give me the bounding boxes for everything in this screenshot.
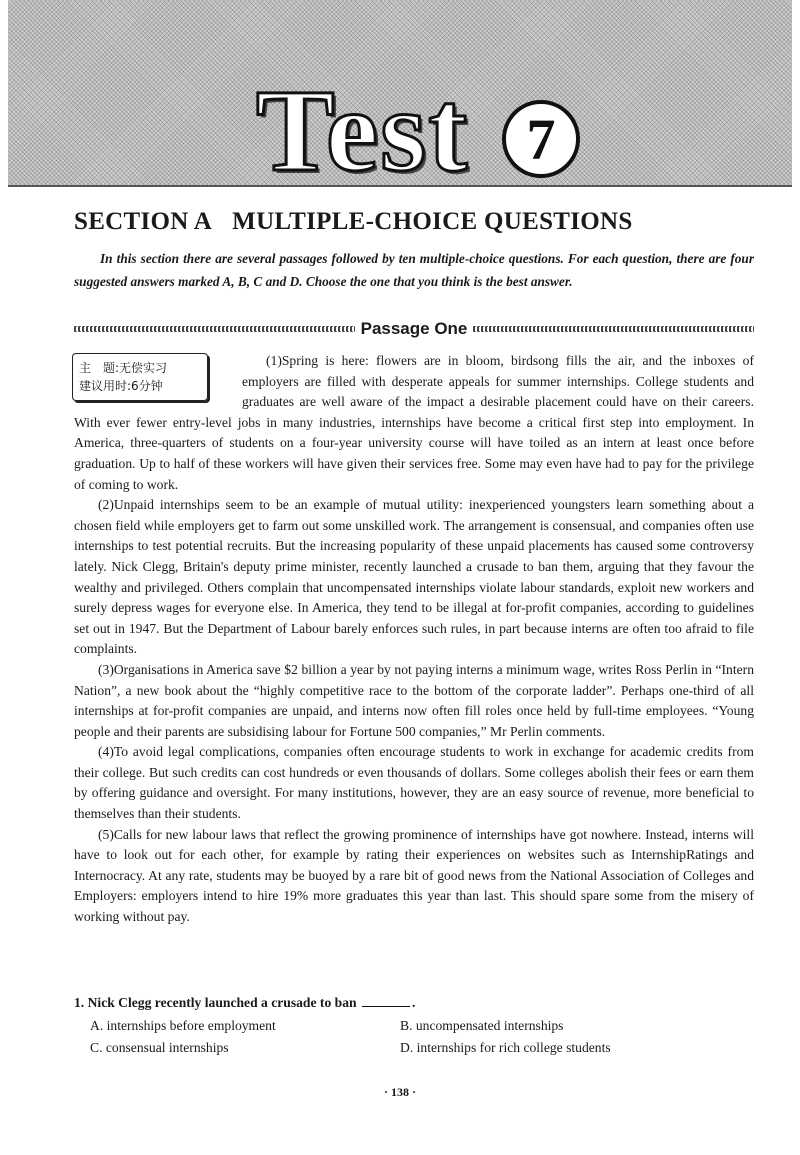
topic-line: 主 题:无偿实习 [79, 361, 168, 375]
passage-body [74, 351, 754, 928]
section-instructions: In this section there are several passages followed by ten multiple-choice questions. For each question, there are four suggested answers marked A, B, C and D. Choose the one that you think is the best answer. [74, 251, 754, 289]
test-title: Test [256, 65, 470, 196]
section-title [74, 208, 633, 236]
section-label: SECTION A [74, 208, 213, 235]
question-1 [74, 995, 754, 1058]
header-banner [8, 0, 792, 196]
time-line: 建议用时:6分钟 [79, 379, 163, 393]
question-end: . [411, 995, 416, 1010]
question-stem [74, 995, 754, 1016]
question-text: 1. Nick Clegg recently launched a crusade to ban [74, 995, 357, 1010]
section-name: MULTIPLE-CHOICE QUESTIONS [232, 208, 633, 235]
paragraph-3: (3)Organisations in America save $2 billion a year by not paying interns a minimum wage, writes Ross Perlin in “Intern Nation”, a new book about the “highly competitive race to the bottom of the corporate ladder”. Perhaps one-third of all internships at for-profit companies are unpaid, and interns now often fill roles once held by full-time employees. “Young people and their parents are subsidising labour for Fortune 500 companies,” Mr Perlin comments. [74, 661, 754, 739]
answer-blank [362, 1006, 410, 1007]
decorative-rule-right [473, 326, 754, 332]
page-number: · 138 · [383, 1085, 416, 1099]
option-d: D. internships for rich college students [400, 1040, 611, 1055]
passage-heading [74, 318, 754, 340]
answer-options [74, 1016, 754, 1058]
paragraph-4: (4)To avoid legal complications, companies often encourage students to work in exchange for academic credits from their college. But such credits can cost hundreds or even thousands of dollars. Some colleges abolish their fees or earn them by offering guidance and oversight. For many institutions, however, they are an easy source of revenue, more beneficial to themselves than their students. [74, 744, 754, 822]
passage-title: Passage One [360, 319, 468, 338]
topic-info-box [72, 353, 208, 401]
test-number-badge: 7 [502, 100, 580, 178]
paragraph-5: (5)Calls for new labour laws that reflect the growing prominence of internships have got nowhere. Instead, interns will have to look out for each other, for example by rating their experiences on websites such as InternshipRatings and Internocracy. At any rate, students may be buoyed by a rare bit of good news from the National Association of Colleges and Employers: employers intend to hire 19% more graduates this year than last. This should spare some from the misery of working without pay. [74, 826, 754, 925]
option-c: C. consensual internships [90, 1040, 229, 1055]
decorative-rule-left [74, 326, 355, 332]
paragraph-2: (2)Unpaid internships seem to be an example of mutual utility: inexperienced youngsters learn something about a chosen field while employers get to farm out some unskilled work. The arrangement is consensual, and companies often use internships to test potential recruits. But the increasing popularity of these unpaid placements has caused some controversy lately. Nick Clegg, Britain's deputy prime minister, recently launched a crusade to ban them, arguing that they favour the wealthy and privileged. Others complain that uncompensated internships violate labour standards, exploit new workers and surely depress wages for everyone else. In America, they tend to be illegal at for-profit companies, according to guidelines set out in 1947. But the Department of Labour barely enforces such rules, in part because interns are often too afraid to file complaints. [74, 497, 754, 657]
paragraph-1: (1)Spring is here: flowers are in bloom, birdsong fills the air, and the inboxes of employers are filled with desperate appeals for summer internships. College students and graduates are well aware of the impact a desirable placement could have on their careers. With ever fewer entry-level jobs in many industries, internships have become a critical first step into employment. In America, three-quarters of students on a four-year university course will have toiled as an intern at least once before graduation. Up to half of these workers will have given their services free. Some may even have had to pay for the privilege of coming to work. [74, 353, 754, 492]
option-a: A. internships before employment [90, 1018, 276, 1033]
option-b: B. uncompensated internships [400, 1018, 564, 1033]
